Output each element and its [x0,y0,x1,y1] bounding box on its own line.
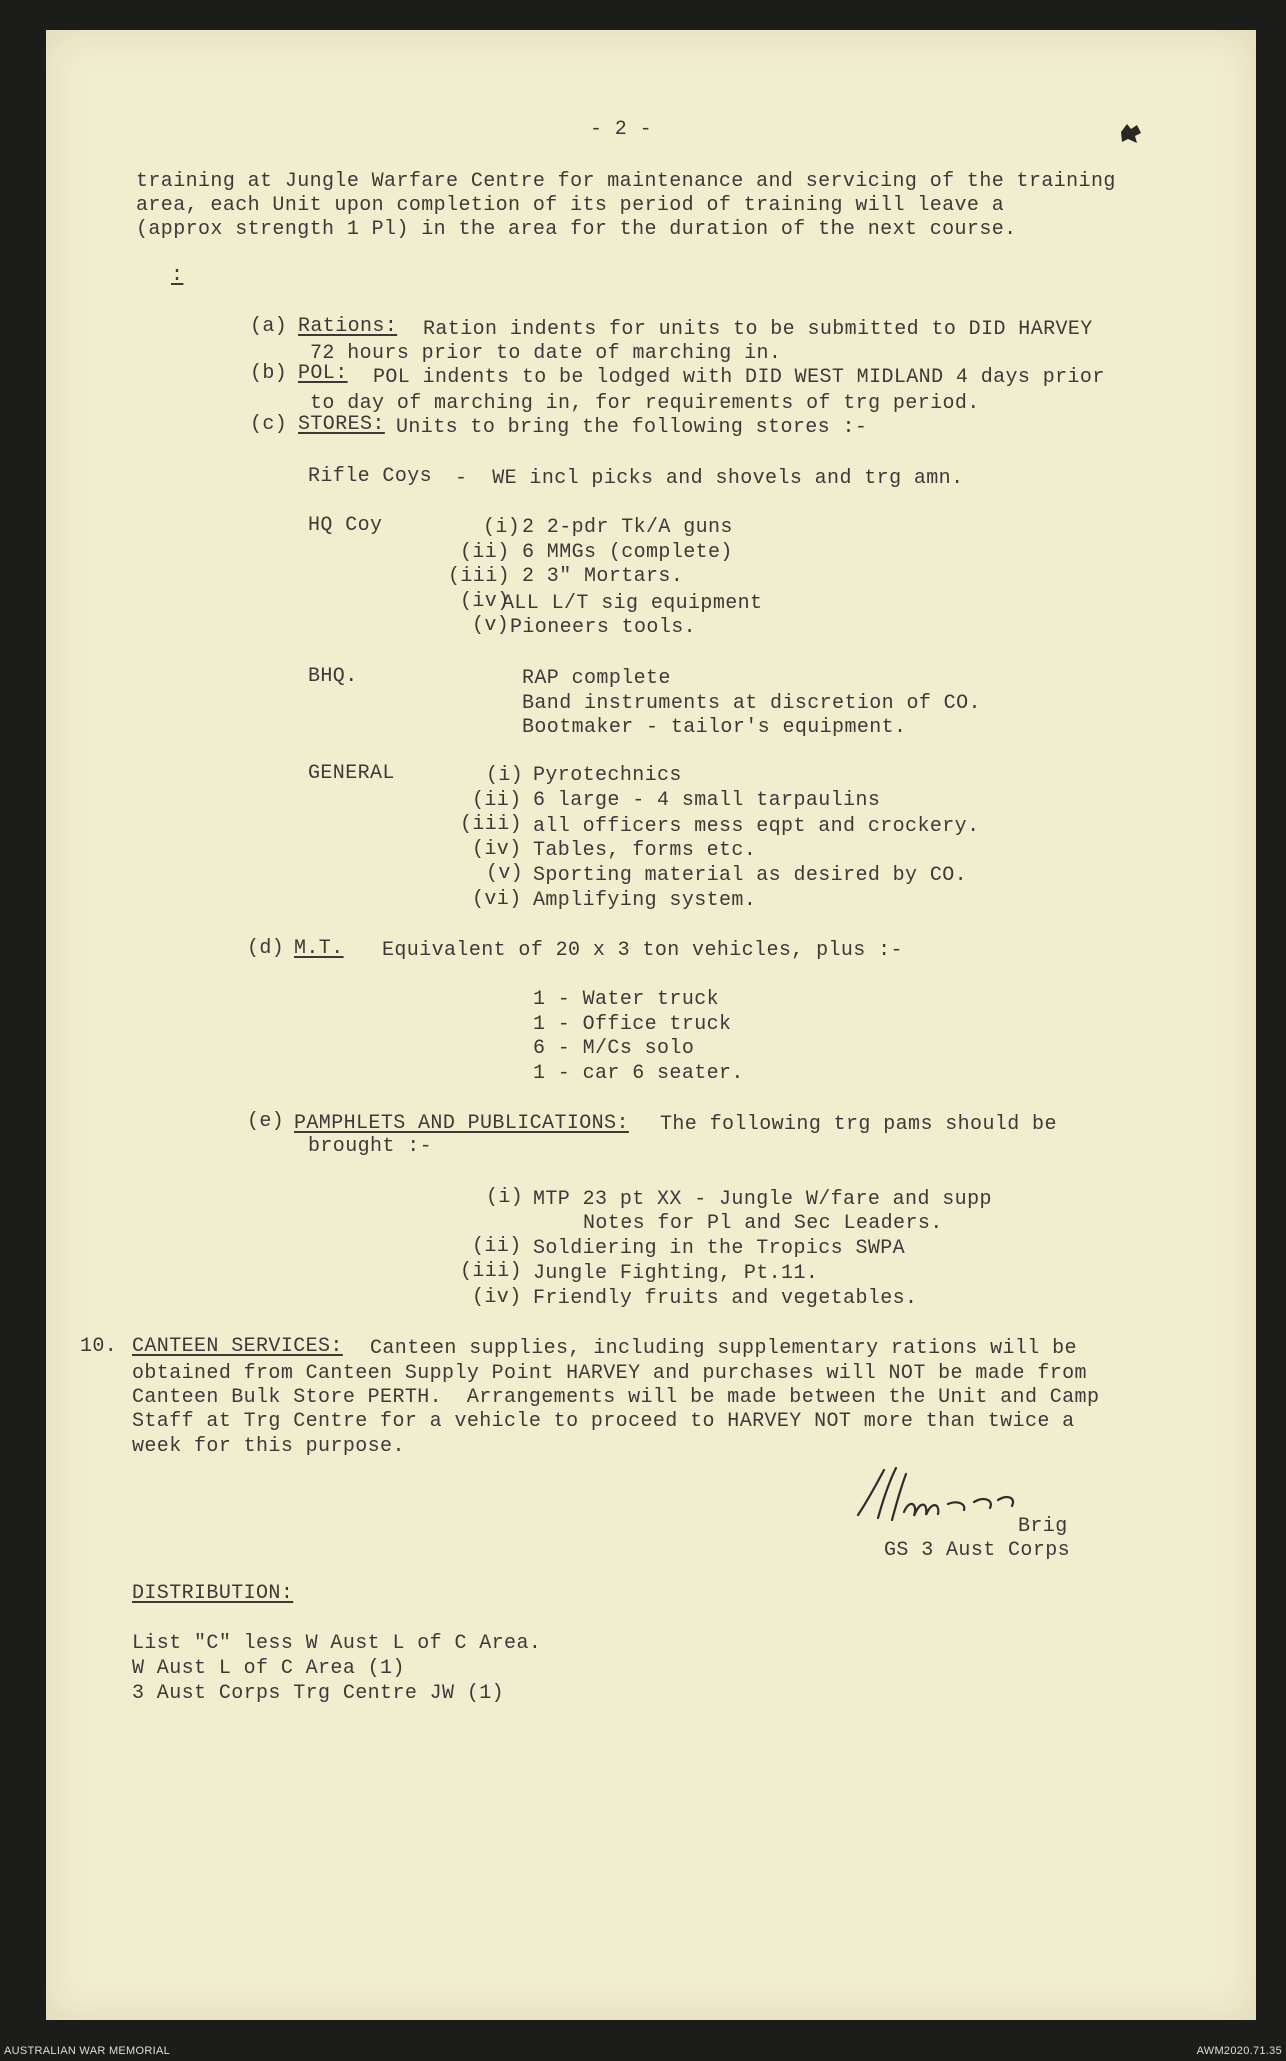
archive-credit: AUSTRALIAN WAR MEMORIAL [4,2045,171,2057]
rifle-coys-text: - WE incl picks and shovels and trg amn. [455,467,964,490]
canteen-line: Staff at Trg Centre for a vehicle to proceed to HARVEY NOT more than twice a [132,1410,1075,1433]
item-a-label: (a) [250,315,288,338]
item-e-cont: brought :- [308,1135,433,1158]
general-label: GENERAL [308,762,395,785]
intro-line: (approx strength 1 Pl) in the area for the duration of the next course. [136,218,1017,241]
item-a-text: Ration indents for units to be submitted to DID HARVEY [423,318,1093,341]
signature-rank: Brig [1018,1515,1068,1538]
bhq-item: RAP complete [522,667,671,690]
item-b-cont: to day of marching in, for requirements of trg period. [310,392,980,415]
pamphlet-num: (ii) [472,1235,522,1258]
pamphlet-num: (iv) [472,1286,522,1309]
rifle-coys-label: Rifle Coys [308,465,433,488]
pamphlet-item: Notes for Pl and Sec Leaders. [583,1212,943,1235]
pamphlet-item: MTP 23 pt XX - Jungle W/fare and supp [533,1188,992,1211]
item-e-text: The following trg pams should be [660,1113,1057,1136]
general-item: all officers mess eqpt and crockery. [533,815,980,838]
general-item: Sporting material as desired by CO. [533,864,968,887]
mt-item: 1 - Water truck [533,988,720,1011]
bhq-item: Band instruments at discretion of CO. [522,692,981,715]
item-e-label: (e) [247,1110,285,1133]
item-a-cont: 72 hours prior to date of marching in. [310,342,782,365]
hq-coy-item: 2 2-pdr Tk/A guns [522,516,733,539]
general-item: Pyrotechnics [533,764,682,787]
pamphlet-num: (iii) [460,1260,523,1283]
hq-coy-item: Pioneers tools. [510,616,697,639]
bhq-item: Bootmaker - tailor's equipment. [522,716,907,739]
canteen-line: obtained from Canteen Supply Point HARVEY and purchases will NOT be made from [132,1362,1087,1385]
canteen-line: week for this purpose. [132,1435,405,1458]
general-num: (vi) [472,888,522,911]
canteen-line: Canteen supplies, including supplementary rations will be [370,1337,1077,1360]
bhq-label: BHQ. [308,665,358,688]
general-num: (ii) [472,789,522,812]
item-d-label: (d) [247,937,285,960]
canteen-heading: CANTEEN SERVICES: [132,1335,343,1358]
archive-reference: AWM2020.71.35 [1196,2045,1282,2057]
general-num: (iv) [472,838,522,861]
hq-coy-item: 6 MMGs (complete) [522,541,733,564]
distribution-line: 3 Aust Corps Trg Centre JW (1) [132,1682,505,1705]
hq-coy-item: 2 3" Mortars. [522,565,684,588]
pamphlet-num: (i) [486,1186,524,1209]
general-item: Amplifying system. [533,889,757,912]
general-num: (i) [486,764,524,787]
mt-item: 1 - car 6 seater. [533,1062,744,1085]
distribution-heading: DISTRIBUTION: [132,1582,294,1605]
hq-coy-num: (v) [472,614,510,637]
hq-coy-label: HQ Coy [308,514,383,537]
mt-item: 6 - M/Cs solo [533,1037,695,1060]
item-b-text: POL indents to be lodged with DID WEST MIDLAND 4 days prior [373,366,1105,389]
page-number: - 2 - [590,118,653,141]
punch-hole-icon [1117,122,1143,144]
item-b-label: (b) [250,362,288,385]
hq-coy-num: (iii) [448,565,511,588]
item-d-text: Equivalent of 20 x 3 ton vehicles, plus :- [382,939,903,962]
paragraph-number: 10. [80,1335,118,1358]
pamphlet-item: Friendly fruits and vegetables. [533,1287,918,1310]
item-c-label: (c) [250,413,288,436]
item-c-text: Units to bring the following stores :- [396,416,868,439]
intro-line: training at Jungle Warfare Centre for maintenance and servicing of the training [136,170,1116,193]
pamphlet-item: Jungle Fighting, Pt.11. [533,1262,819,1285]
hq-coy-item: ALL L/T sig equipment [502,592,763,615]
item-a-heading: Rations: [298,315,398,338]
canteen-line: Canteen Bulk Store PERTH. Arrangements will be made between the Unit and Camp [132,1386,1100,1409]
general-item: Tables, forms etc. [533,839,757,862]
pamphlet-item: Soldiering in the Tropics SWPA [533,1237,906,1260]
distribution-line: W Aust L of C Area (1) [132,1657,405,1680]
general-num: (iii) [460,813,523,836]
signature-title: GS 3 Aust Corps [884,1539,1071,1562]
general-item: 6 large - 4 small tarpaulins [533,789,881,812]
hq-coy-num: (i) [483,516,521,539]
item-c-heading: STORES: [298,413,385,436]
mt-item: 1 - Office truck [533,1013,732,1036]
hq-coy-num: (ii) [460,541,510,564]
general-num: (v) [486,862,524,885]
distribution-line: List "C" less W Aust L of C Area. [132,1632,542,1655]
item-e-heading: PAMPHLETS AND PUBLICATIONS: [294,1112,629,1135]
hq-coy-num: (iv) [460,590,510,613]
intro-line: area, each Unit upon completion of its period of training will leave a [136,194,1005,217]
item-d-heading: M.T. [294,937,344,960]
section-heading-fragment: : [171,264,184,287]
item-b-heading: POL: [298,362,348,385]
handwritten-signature [848,1460,1108,1530]
